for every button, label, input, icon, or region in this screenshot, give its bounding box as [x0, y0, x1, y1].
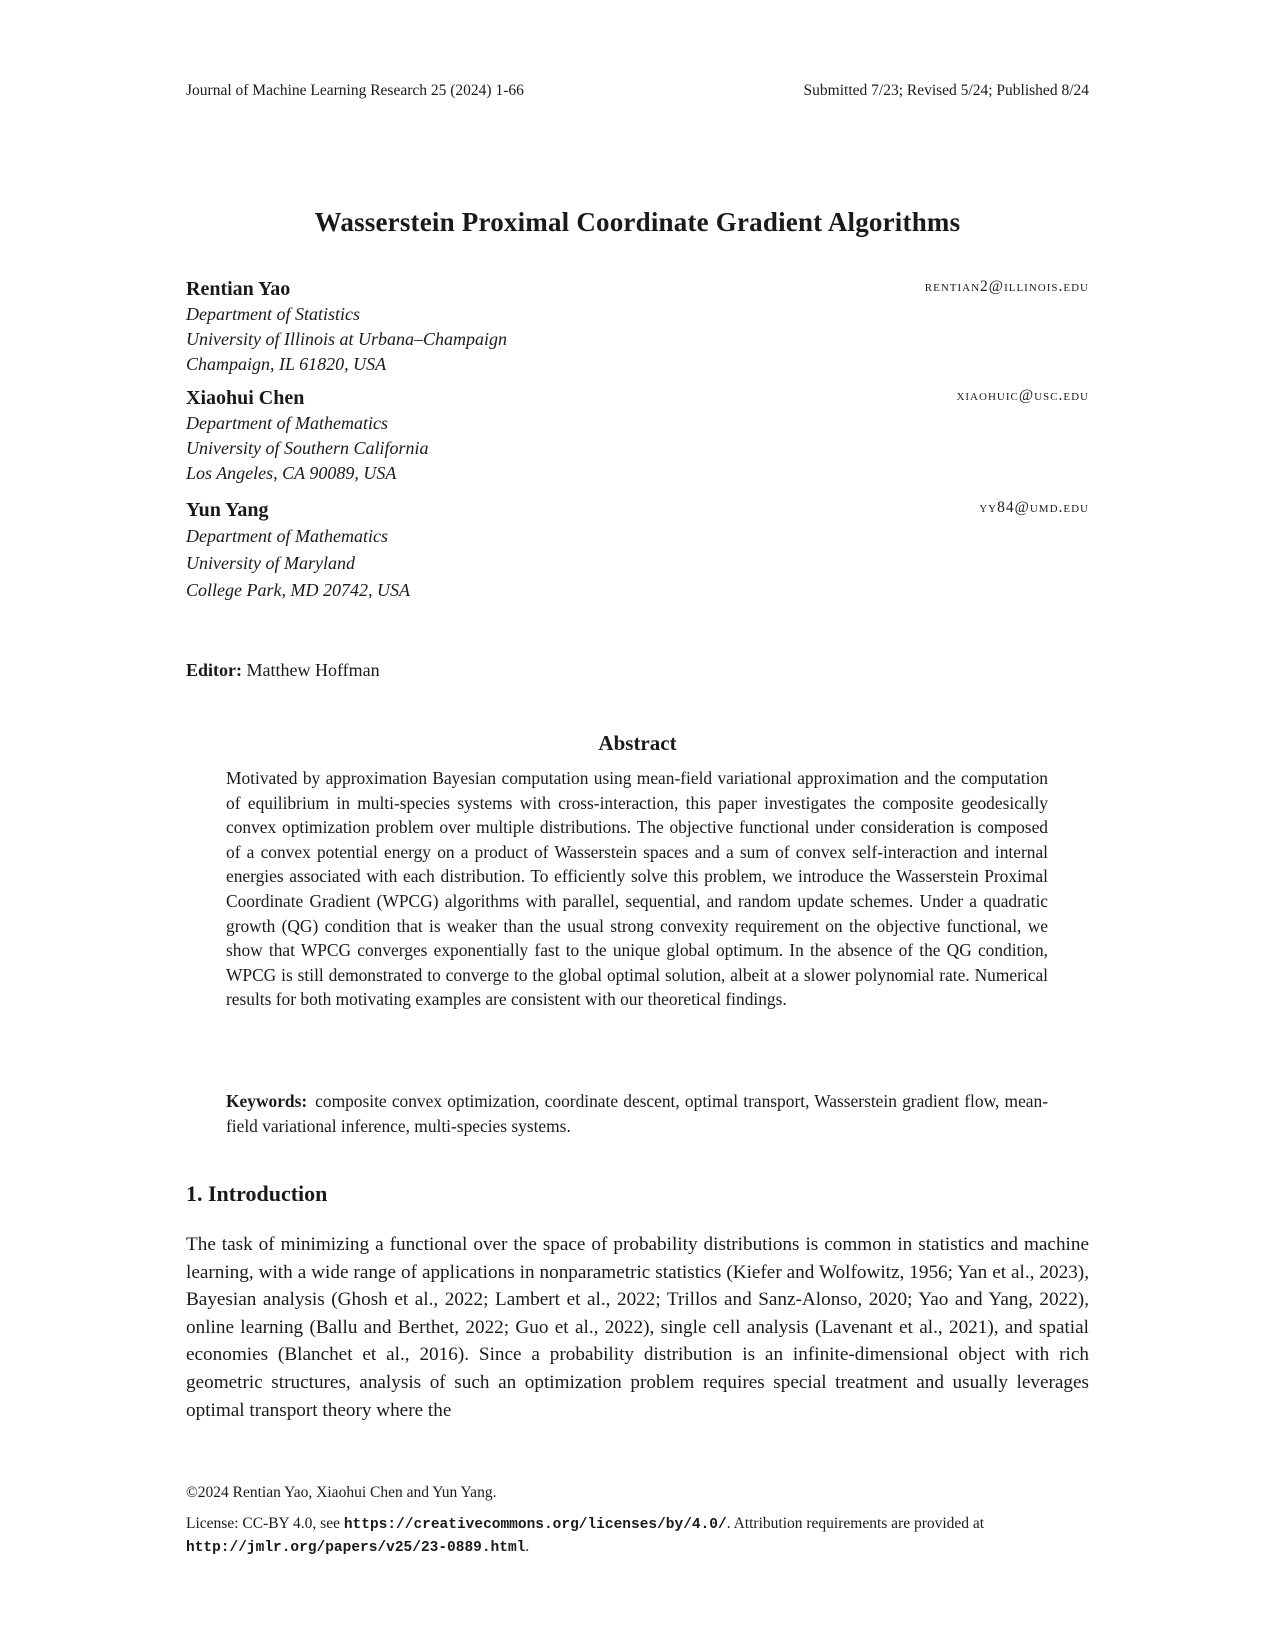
author-block-3 — [186, 497, 1089, 604]
author-name: Yun Yang — [186, 499, 269, 521]
author-email[interactable]: yy84@umd.edu — [979, 499, 1089, 516]
author-institution: University of Illinois at Urbana–Champaign — [186, 329, 507, 349]
paper-title: Wasserstein Proximal Coordinate Gradient Algorithms — [314, 207, 961, 237]
journal-info: Journal of Machine Learning Research 25 (2024) 1-66 — [186, 82, 524, 99]
keywords-label: Keywords: — [226, 1091, 308, 1111]
keywords-list: composite convex optimization, coordinate descent, optimal transport, Wasserstein gradient flow, mean-field variational inference, multi-species systems. — [226, 1091, 1048, 1136]
author-block-1 — [186, 276, 1089, 377]
attribution-link[interactable]: http://jmlr.org/papers/v25/23-0889.html — [186, 1540, 526, 1556]
submission-dates: Submitted 7/23; Revised 5/24; Published 8/24 — [803, 82, 1089, 99]
license-prefix: License: CC-BY 4.0, see — [186, 1515, 340, 1532]
introduction-paragraph: The task of minimizing a functional over the space of probability distributions is common in statistics and machine learning, with a wide range of applications in nonparametric statistics (Kiefer and Wolfowitz, 1956; Yan et al., 2023), Bayesian analysis (Ghosh et al., 2022; Lambert et al., 2022; Trillos and Sanz-Alonso, 2020; Yao and Yang, 2022), online learning (Ballu and Berthet, 2022; Guo et al., 2022), single cell analysis (Lavenant et al., 2021), and spatial economies (Blanchet et al., 2016). Since a probability distribution is an infinite-dimensional object with rich geometric structures, analysis of such an optimization problem requires special treatment and usually leverages optimal transport theory where the — [186, 1234, 1089, 1421]
author-department: Department of Statistics — [186, 304, 360, 324]
editor-name: Matthew Hoffman — [246, 660, 380, 680]
running-header — [186, 82, 1089, 104]
license-mid: . Attribution requirements are provided at — [726, 1515, 985, 1532]
page-footer — [186, 1483, 1089, 1559]
author-name: Xiaohui Chen — [186, 387, 305, 409]
keywords — [226, 1089, 1048, 1138]
license-end: . — [525, 1538, 530, 1555]
author-department: Department of Mathematics — [186, 413, 388, 433]
license-notice — [186, 1513, 1089, 1559]
section-heading-introduction: 1. Introduction — [186, 1181, 328, 1206]
author-name: Rentian Yao — [186, 278, 291, 300]
editor-line — [186, 660, 380, 681]
author-email[interactable]: rentian2@illinois.edu — [924, 278, 1089, 295]
editor-label: Editor: — [186, 660, 242, 680]
author-block-2 — [186, 385, 1089, 486]
author-institution: University of Maryland — [186, 553, 355, 573]
abstract-text: Motivated by approximation Bayesian computation using mean-field variational approximation and the computation of equilibrium in multi-species systems with cross-interaction, this paper investigates the composite geodesically convex optimization problem over multiple distributions. The objective functional under consideration is composed of a convex potential energy on a product of Wasserstein spaces and a sum of convex self-interaction and internal energies associated with each distribution. To efficiently solve this problem, we introduce the Wasserstein Proximal Coordinate Gradient (WPCG) algorithms with parallel, sequential, and random update schemes. Under a quadratic growth (QG) condition that is weaker than the usual strong convexity requirement on the objective functional, we show that WPCG converges exponentially fast to the unique global optimum. In the absence of the QG condition, WPCG is still demonstrated to converge to the global optimal solution, albeit at a slower polynomial rate. Numerical results for both motivating examples are consistent with our theoretical findings. — [226, 768, 1048, 1010]
copyright-notice: ©2024 Rentian Yao, Xiaohui Chen and Yun Yang. — [186, 1484, 497, 1501]
author-address: College Park, MD 20742, USA — [186, 580, 410, 600]
author-email[interactable]: xiaohuic@usc.edu — [956, 387, 1089, 404]
license-link[interactable]: https://creativecommons.org/licenses/by/4.0/ — [343, 1517, 727, 1533]
abstract-heading: Abstract — [598, 731, 677, 755]
author-department: Department of Mathematics — [186, 526, 388, 546]
author-address: Los Angeles, CA 90089, USA — [186, 463, 397, 483]
author-address: Champaign, IL 61820, USA — [186, 354, 387, 374]
author-institution: University of Southern California — [186, 438, 429, 458]
